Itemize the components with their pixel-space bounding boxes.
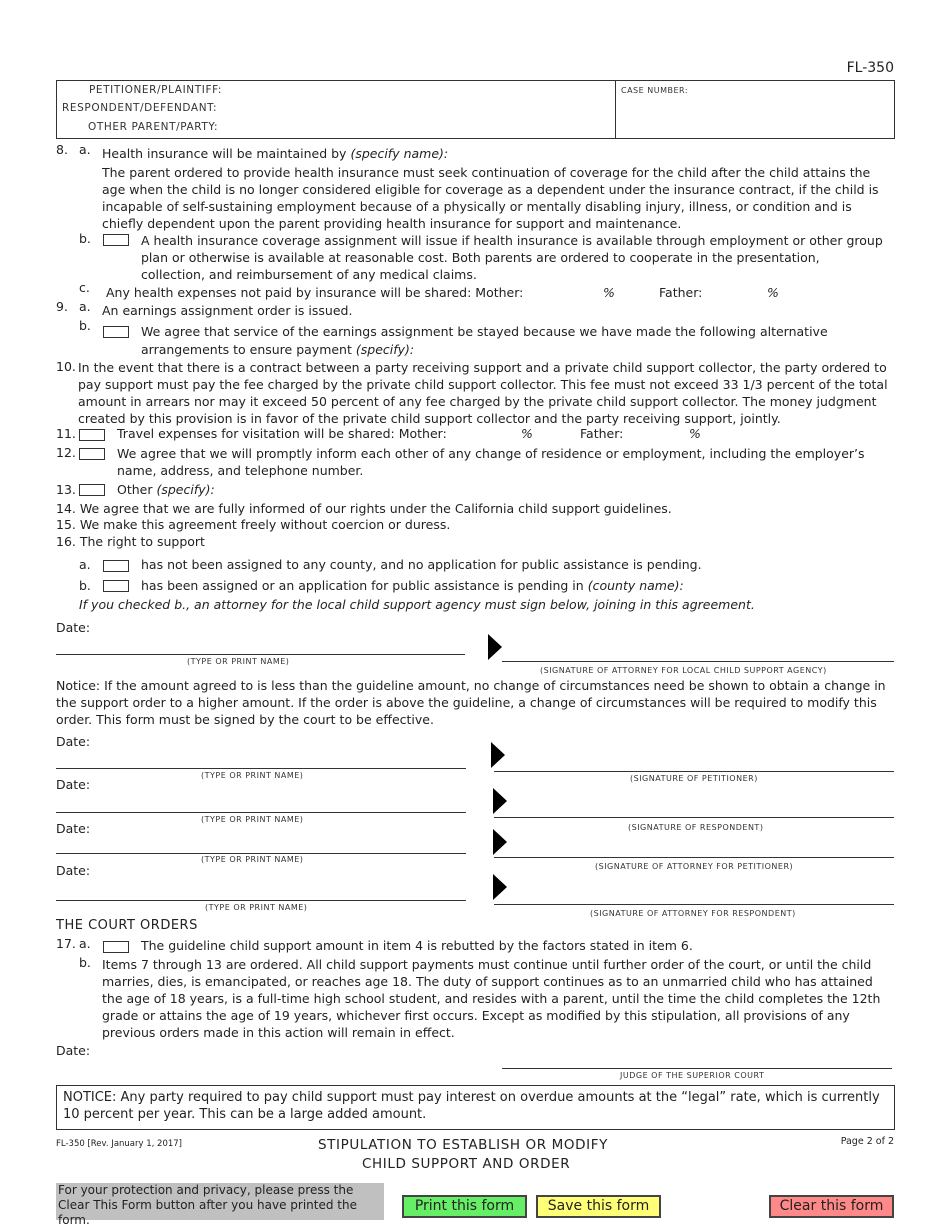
- item9a-text: An earnings assignment order is issued.: [102, 303, 353, 318]
- court-orders-heading: THE COURT ORDERS: [56, 918, 198, 933]
- item11-number: 11.: [56, 426, 76, 441]
- item12-checkbox[interactable]: [79, 448, 105, 460]
- case-number-label: CASE NUMBER:: [621, 86, 689, 95]
- item10-text: In the event that there is a contract between a party receiving support and a private child support collector, the party ordered to pay support must pay the fee charged by the private child support collector. This fee must not exceed 33 1/3 percent of the total amount in arrears nor may it exceed 50 percent of any fee charged by the private child support collector. The money judgment created by this provision is in favor of the private child support collector and the party receiving support, jointly.: [78, 360, 888, 426]
- item8c-father-label: Father:: [659, 285, 703, 300]
- item8-number: 8.: [56, 142, 68, 157]
- item13-text: Other (specify):: [117, 482, 215, 497]
- item8b-checkbox[interactable]: [103, 234, 129, 246]
- date-label-petitioner: Date:: [56, 734, 91, 749]
- item8a-label: a.: [79, 142, 91, 157]
- clear-form-button[interactable]: Clear this form: [769, 1195, 894, 1218]
- sig-atty-petitioner-caption: (SIGNATURE OF ATTORNEY FOR PETITIONER): [595, 862, 794, 871]
- date-label-atty-respondent: Date:: [56, 863, 91, 878]
- item9b-label: b.: [79, 318, 91, 333]
- item16a-text: has not been assigned to any county, and no application for public assistance is pending.: [141, 557, 702, 572]
- footer-title-2: CHILD SUPPORT AND ORDER: [362, 1156, 571, 1172]
- sig-respondent-caption: (SIGNATURE OF RESPONDENT): [628, 823, 764, 832]
- item8c-text: Any health expenses not paid by insurance will be shared: Mother:: [106, 285, 524, 300]
- petitioner-label: PETITIONER/PLAINTIFF:: [89, 84, 223, 96]
- type-print-atty-respondent: (TYPE OR PRINT NAME): [205, 903, 308, 912]
- footer-revision: FL-350 [Rev. January 1, 2017]: [56, 1139, 182, 1149]
- sign-here-arrow-agency: [488, 634, 502, 660]
- item15: 15. We make this agreement freely without coercion or duress.: [56, 517, 451, 532]
- privacy-notice: For your protection and privacy, please press the Clear This Form button after you have printed the form.: [56, 1183, 384, 1220]
- item17b-label: b.: [79, 955, 91, 970]
- item16b-text: has been assigned or an application for public assistance is pending in (county name):: [141, 578, 684, 593]
- sig-atty-respondent-caption: (SIGNATURE OF ATTORNEY FOR RESPONDENT): [590, 909, 796, 918]
- item8c-father-pct: %: [767, 285, 779, 300]
- item11-mother-pct: %: [521, 426, 533, 441]
- type-print-atty-petitioner: (TYPE OR PRINT NAME): [201, 855, 304, 864]
- notice-interest: NOTICE: Any party required to pay child support must pay interest on overdue amounts at the “legal” rate, which is currently 10 percent per year. This can be a large added amount.: [56, 1085, 895, 1130]
- type-print-agency: (TYPE OR PRINT NAME): [187, 657, 290, 666]
- name-line-atty-respondent: [56, 900, 466, 901]
- signature-line-respondent[interactable]: [494, 817, 894, 818]
- signature-line-petitioner[interactable]: [494, 771, 894, 772]
- item8c-mother-pct: %: [603, 285, 615, 300]
- sign-here-arrow-respondent: [493, 788, 507, 814]
- item11-father-label: Father:: [580, 426, 624, 441]
- name-line-atty-petitioner: [56, 853, 466, 854]
- item17b-text: Items 7 through 13 are ordered. All child support payments must continue until further order of the court, or until the child marries, dies, is emancipated, or reaches age 18. The duty of support continues as to an unmarried child who has attained the age of 18 years, is a full-time high school student, and resides with a parent, until the time the child completes the 12th grade or attains the age of 19 years, whichever first occurs. Except as modified by this stipulation, all provisions of any previous orders made in this action will remain in effect.: [102, 957, 881, 1040]
- item10-number: 10.: [56, 359, 76, 374]
- item11-checkbox[interactable]: [79, 429, 105, 441]
- item8a-paragraph: The parent ordered to provide health insurance must seek continuation of coverage for the child after the child attains the age when the child is no longer considered eligible for coverage as a dependent under the insurance contract, if the child is incapable of self-sustaining employment because of a physically or mentally disabling injury, illness, or condition and is chiefly dependent upon the parent providing health insurance for support and maintenance.: [102, 165, 879, 231]
- type-print-petitioner: (TYPE OR PRINT NAME): [201, 771, 304, 780]
- item9b-text: We agree that service of the earnings assignment be stayed because we have made the following alternative: [141, 324, 828, 339]
- form-number: FL-350: [846, 60, 894, 76]
- item16a-label: a.: [79, 557, 91, 572]
- item16: 16. The right to support: [56, 534, 205, 549]
- print-form-button[interactable]: Print this form: [402, 1195, 527, 1218]
- item17a-label: a.: [79, 936, 91, 951]
- item13-checkbox[interactable]: [79, 484, 105, 496]
- item12-text: We agree that we will promptly inform each other of any change of residence or employment, including the employer’s name, address, and telephone number.: [117, 446, 865, 478]
- name-line-agency: [56, 654, 465, 655]
- caption-divider: [615, 80, 616, 139]
- other-parent-label: OTHER PARENT/PARTY:: [88, 121, 219, 133]
- signature-line-atty-respondent[interactable]: [494, 904, 894, 905]
- item9b-text2: arrangements to ensure payment (specify):: [141, 342, 415, 357]
- item8b-text: A health insurance coverage assignment will issue if health insurance is available through employment or other group plan or otherwise is available at reasonable cost. Both parents are ordered to cooperate in the presentation, collection, and reimbursement of any medical claims.: [141, 233, 883, 282]
- item16a-checkbox[interactable]: [103, 560, 129, 572]
- item11-father-pct: %: [689, 426, 701, 441]
- judge-caption: JUDGE OF THE SUPERIOR COURT: [620, 1071, 765, 1080]
- respondent-label: RESPONDENT/DEFENDANT:: [62, 102, 218, 114]
- sign-here-arrow-petitioner: [491, 742, 505, 768]
- name-line-petitioner: [56, 768, 466, 769]
- notice-guideline: Notice: If the amount agreed to is less than the guideline amount, no change of circumstances need be shown to obtain a change in the support order to a higher amount. If the order is above the guideline, a change of circumstances will be required to modify this order. This form must be signed by the court to be effective.: [56, 678, 886, 727]
- sign-here-arrow-atty-respondent: [493, 874, 507, 900]
- item8b-label: b.: [79, 231, 91, 246]
- sig-agency-caption: (SIGNATURE OF ATTORNEY FOR LOCAL CHILD SUPPORT AGENCY): [540, 666, 827, 675]
- item14: 14. We agree that we are fully informed of our rights under the California child support guidelines.: [56, 501, 672, 516]
- signature-line-judge[interactable]: [502, 1068, 892, 1069]
- item8c-label: c.: [79, 280, 90, 295]
- date-label-judge: Date:: [56, 1043, 91, 1058]
- signature-line-agency[interactable]: [502, 661, 894, 662]
- date-label-agency: Date:: [56, 620, 91, 635]
- type-print-respondent: (TYPE OR PRINT NAME): [201, 815, 304, 824]
- save-form-button[interactable]: Save this form: [536, 1195, 661, 1218]
- sign-here-arrow-atty-petitioner: [493, 829, 507, 855]
- item16-note: If you checked b., an attorney for the local child support agency must sign below, joining in this agreement.: [79, 597, 755, 612]
- item9b-checkbox[interactable]: [103, 326, 129, 338]
- item9-number: 9.: [56, 299, 68, 314]
- item13-number: 13.: [56, 482, 76, 497]
- signature-line-atty-petitioner[interactable]: [494, 857, 894, 858]
- item17a-checkbox[interactable]: [103, 941, 129, 953]
- item9a-label: a.: [79, 299, 91, 314]
- item8a-text: Health insurance will be maintained by (specify name):: [102, 146, 449, 161]
- footer-title-1: STIPULATION TO ESTABLISH OR MODIFY: [318, 1137, 608, 1153]
- date-label-respondent: Date:: [56, 777, 91, 792]
- item16b-label: b.: [79, 578, 91, 593]
- item16b-checkbox[interactable]: [103, 580, 129, 592]
- item12-number: 12.: [56, 445, 76, 460]
- sig-petitioner-caption: (SIGNATURE OF PETITIONER): [630, 774, 758, 783]
- name-line-respondent: [56, 812, 466, 813]
- item17-number: 17.: [56, 936, 76, 951]
- date-label-atty-petitioner: Date:: [56, 821, 91, 836]
- item11-text: Travel expenses for visitation will be shared: Mother:: [117, 426, 447, 441]
- item17a-text: The guideline child support amount in item 4 is rebutted by the factors stated in item 6.: [141, 938, 693, 953]
- footer-page: Page 2 of 2: [840, 1136, 894, 1147]
